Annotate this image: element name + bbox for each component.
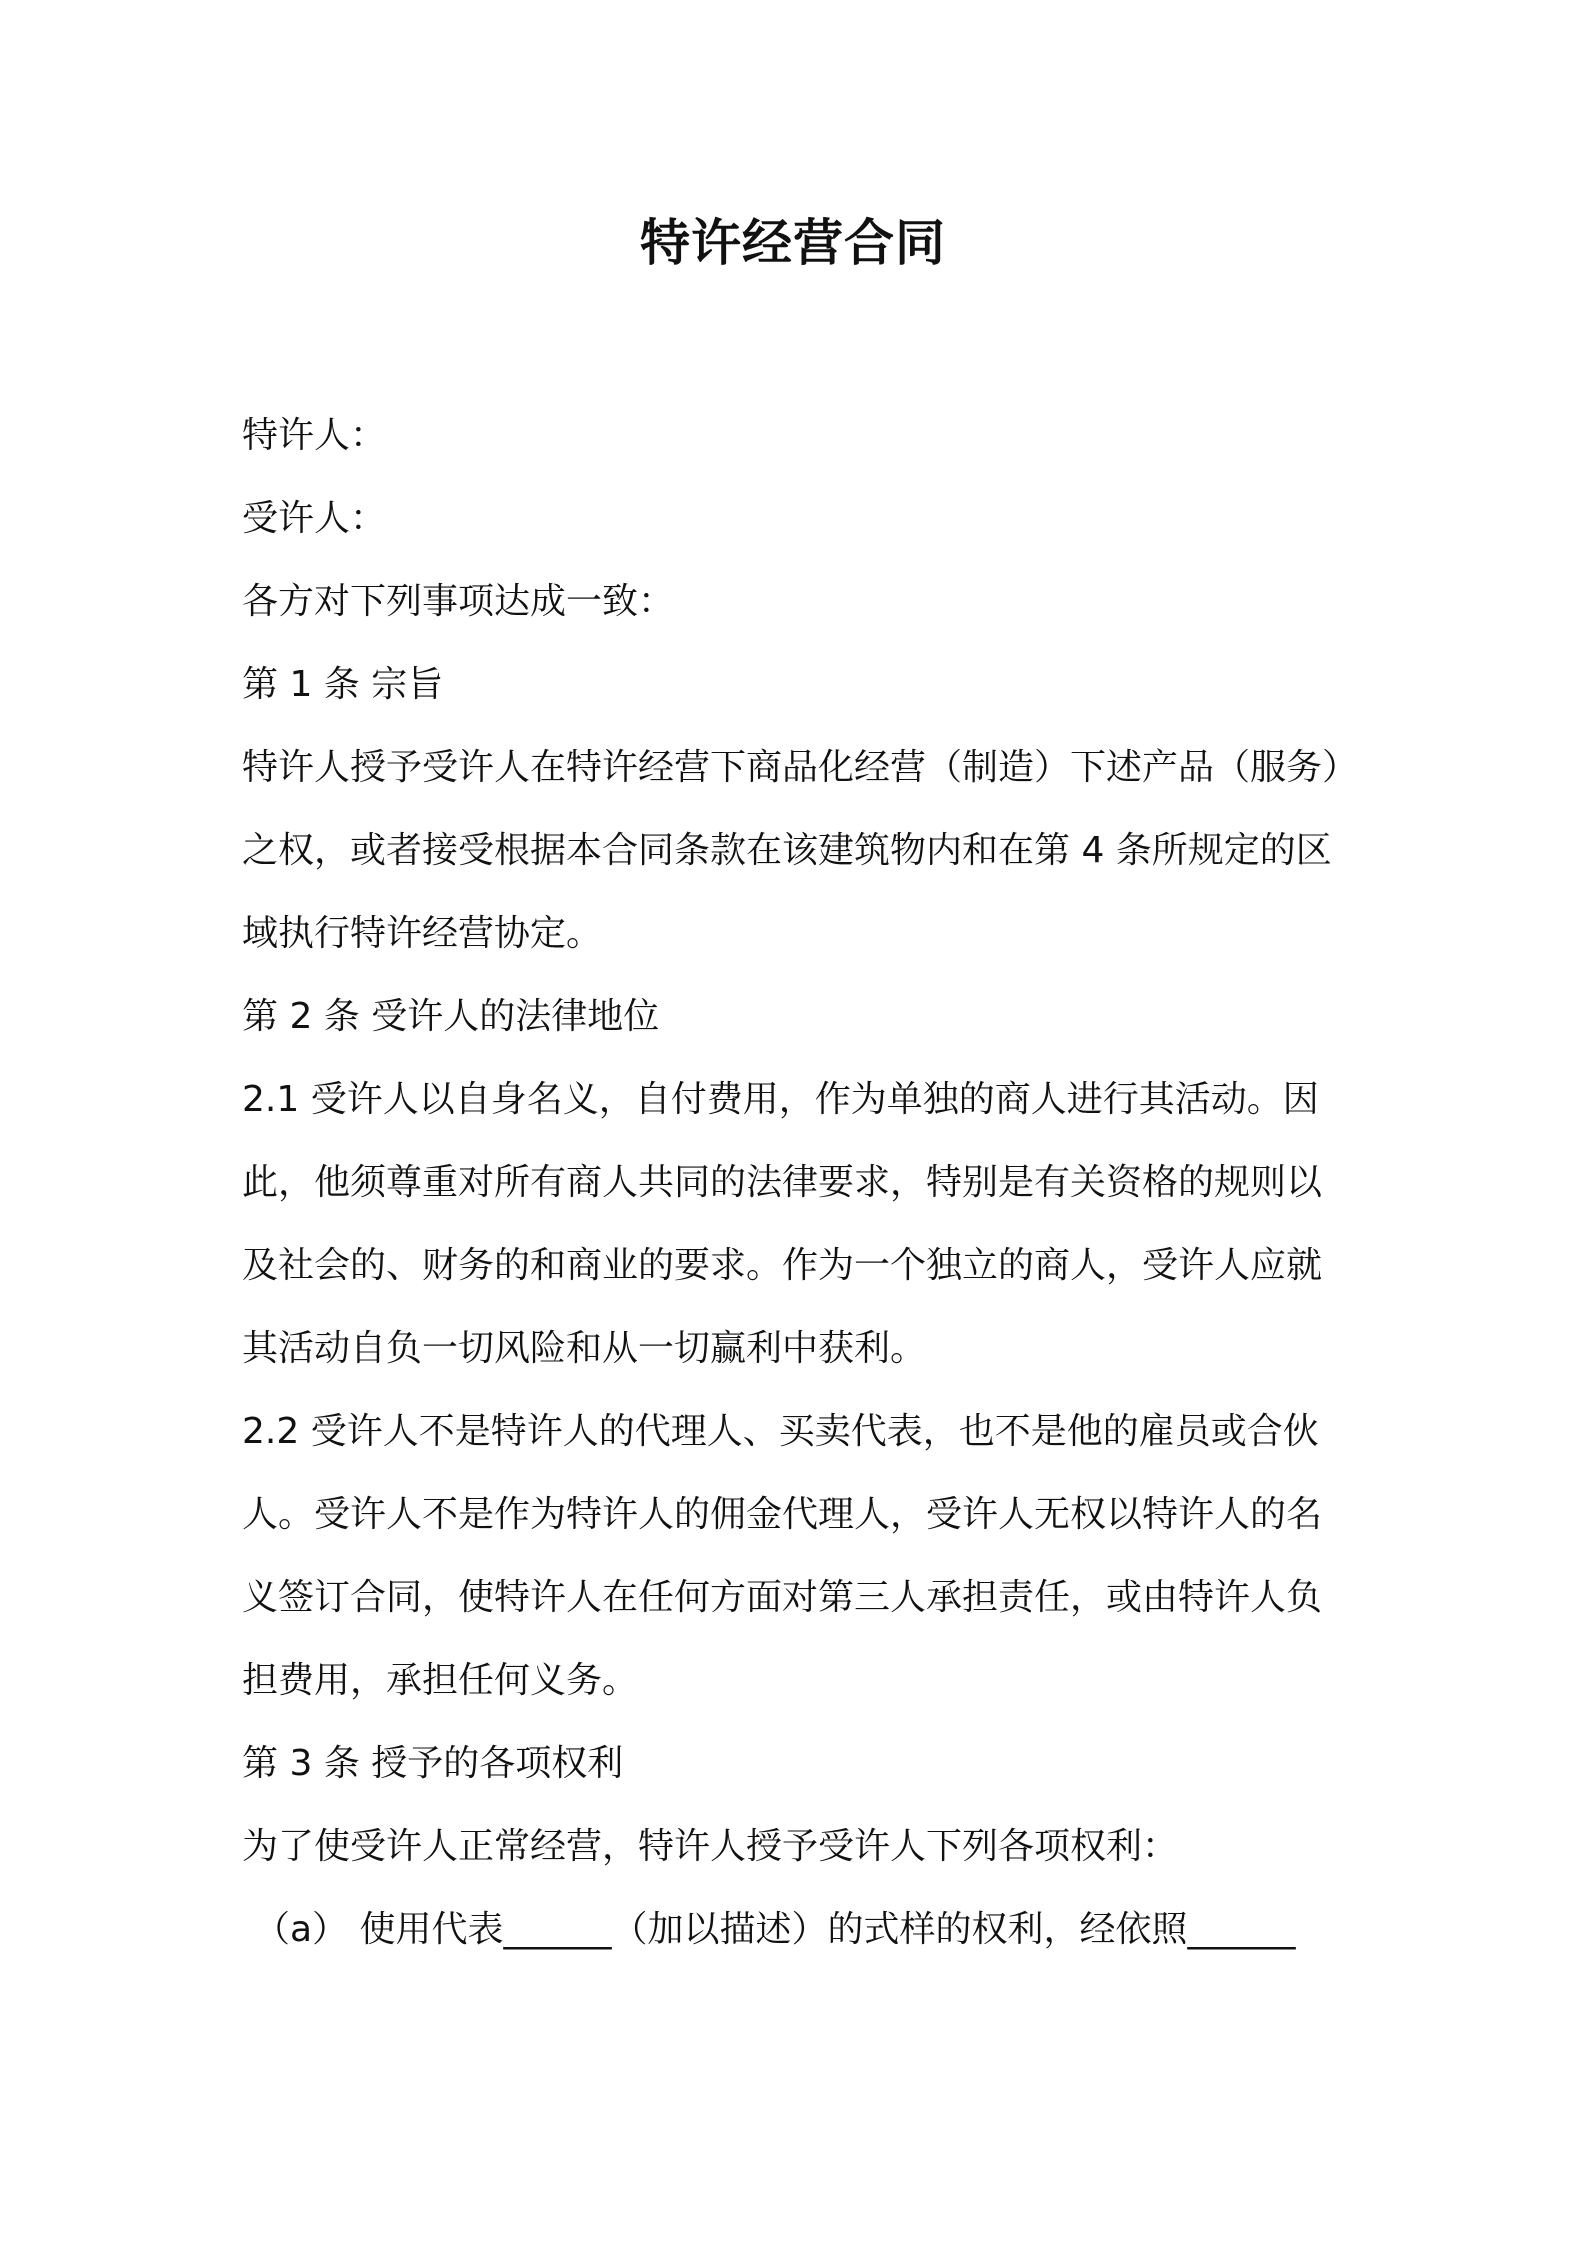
clause-2-1-line: 其活动自负一切风险和从一切赢利中获利。 [242, 1328, 927, 1369]
document-title: 特许经营合同 [640, 214, 946, 272]
article-1-text-line: 特许人授予受许人在特许经营下商品化经营（制造）下述产品（服务） [242, 747, 1359, 788]
agreement-intro: 各方对下列事项达成一致： [242, 581, 675, 622]
clause-2-2-line: 2.2 受许人不是特许人的代理人、买卖代表，也不是他的雇员或合伙 [242, 1411, 1319, 1452]
item-a-line: （a） 使用代表______（加以描述）的式样的权利，经依照______ [254, 1909, 1296, 1950]
article-3-heading: 第 3 条 授予的各项权利 [242, 1743, 624, 1784]
clause-2-2-line: 担费用，承担任何义务。 [242, 1660, 639, 1701]
article-1-heading: 第 1 条 宗旨 [242, 664, 444, 705]
article-1-text-line: 域执行特许经营协定。 [242, 913, 603, 954]
clause-2-2-line: 义签订合同，使特许人在任何方面对第三人承担责任，或由特许人负 [242, 1577, 1323, 1618]
clause-2-1-line: 此，他须尊重对所有商人共同的法律要求，特别是有关资格的规则以 [242, 1162, 1323, 1203]
franchisor-line: 特许人： [242, 415, 387, 456]
franchisee-line: 受许人： [242, 498, 387, 539]
document-body [242, 394, 1362, 1971]
article-3-intro: 为了使受许人正常经营，特许人授予受许人下列各项权利： [242, 1826, 1179, 1867]
article-1-text-line: 之权，或者接受根据本合同条款在该建筑物内和在第 4 条所规定的区 [242, 830, 1332, 871]
clause-2-1-line: 2.1 受许人以自身名义，自付费用，作为单独的商人进行其活动。因 [242, 1079, 1319, 1120]
article-2-heading: 第 2 条 受许人的法律地位 [242, 996, 660, 1037]
clause-2-2-line: 人。受许人不是作为特许人的佣金代理人，受许人无权以特许人的名 [242, 1494, 1323, 1535]
clause-2-1-line: 及社会的、财务的和商业的要求。作为一个独立的商人，受许人应就 [242, 1245, 1323, 1286]
